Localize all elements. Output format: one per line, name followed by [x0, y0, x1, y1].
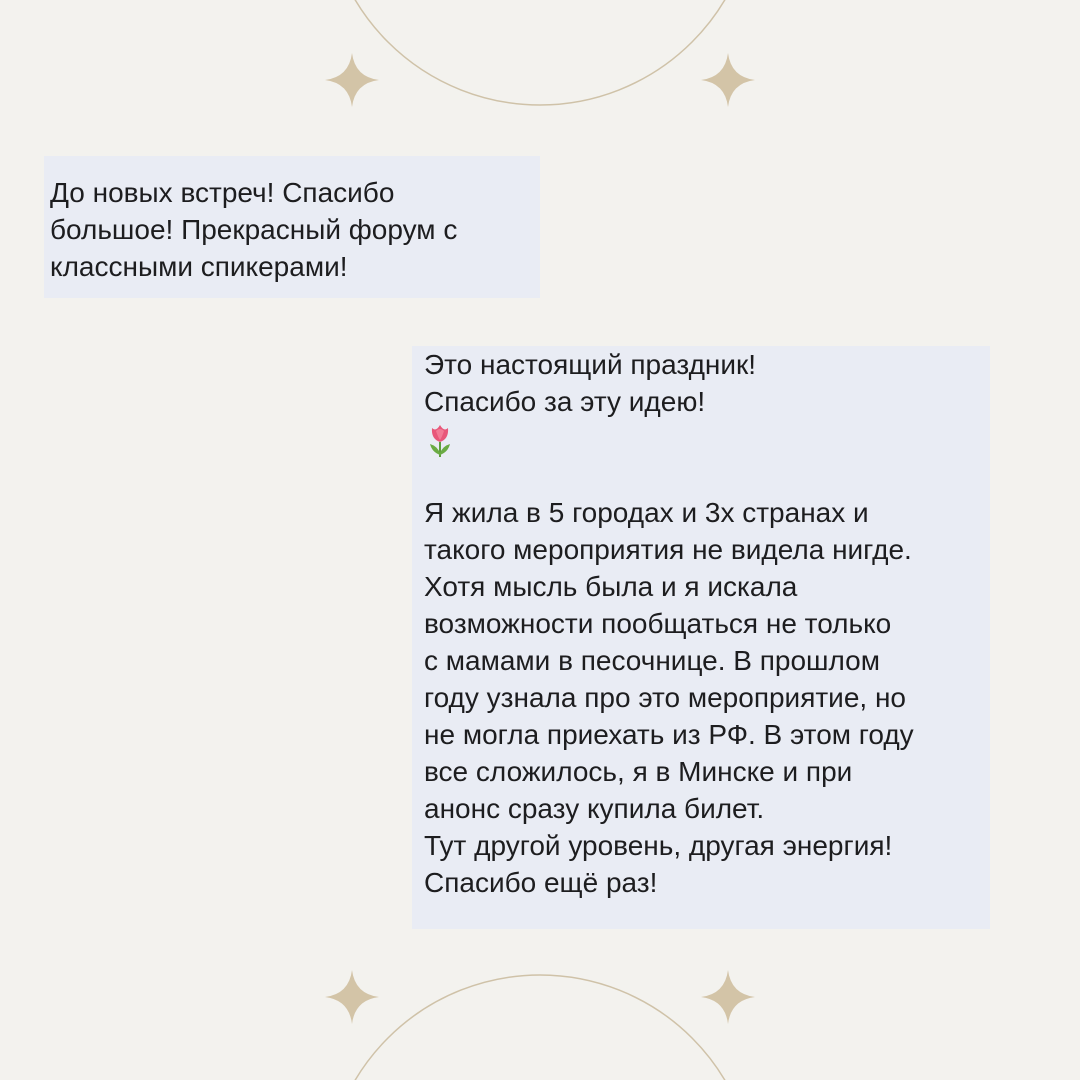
message-text-line: большое! Прекрасный форум с — [50, 214, 458, 245]
sparkle-icon — [325, 53, 379, 107]
sparkle-icon — [325, 970, 379, 1024]
message-bubble-long — [412, 346, 990, 929]
message-text-line: Тут другой уровень, другая энергия! — [424, 830, 893, 861]
tulip-icon — [426, 422, 454, 458]
message-text-line: классными спикерами! — [50, 251, 348, 282]
bottom-arc-decoration — [325, 975, 755, 1080]
top-arc-decoration — [325, 0, 755, 105]
message-text-line: году узнала про это мероприятие, но — [424, 682, 906, 713]
message-text-line: Спасибо за эту идею! — [424, 386, 706, 417]
message-text-line: Хотя мысль была и я искала — [424, 571, 798, 602]
message-text-line: все сложилось, я в Минске и при — [424, 756, 853, 787]
message-text-line: не могла приехать из РФ. В этом году — [424, 719, 914, 750]
tulip-emoji-line — [424, 420, 980, 457]
message-text-line: Я жила в 5 городах и 3х странах и — [424, 497, 869, 528]
message-text-line: Спасибо ещё раз! — [424, 867, 658, 898]
sparkle-icon — [701, 970, 755, 1024]
message-bubble-incoming — [44, 156, 540, 298]
message-text-line: возможности пообщаться не только — [424, 608, 892, 639]
sparkle-icon — [701, 53, 755, 107]
message-text-line: До новых встреч! Спасибо — [50, 177, 395, 208]
message-text-line: Это настоящий праздник! — [424, 349, 757, 380]
message-text-line: с мамами в песочнице. В прошлом — [424, 645, 880, 676]
message-text-line: такого мероприятия не видела нигде. — [424, 534, 912, 565]
message-text-line: анонс сразу купила билет. — [424, 793, 765, 824]
